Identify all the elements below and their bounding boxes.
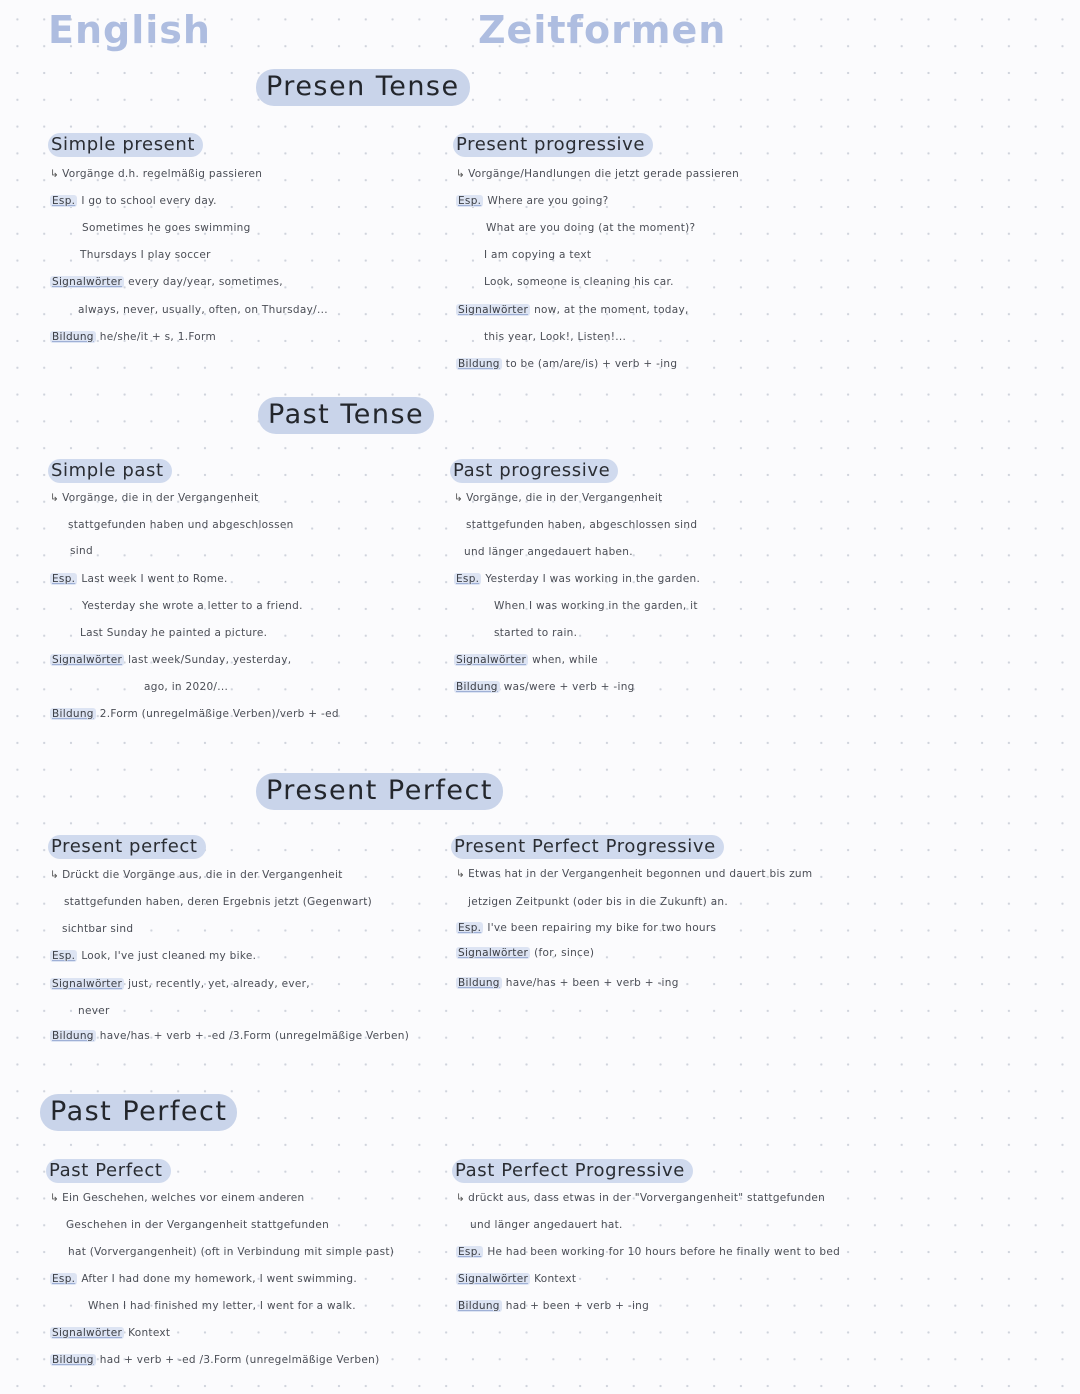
- signal-label: Signalwörter: [458, 947, 529, 959]
- present-perfect-definition-3: sichtbar sind: [62, 923, 134, 935]
- section-title-simple-present: Simple present: [48, 133, 203, 157]
- line-text: Last week I went to Rome.: [81, 573, 228, 585]
- present-progressive-example-3: I am copying a text: [484, 249, 592, 261]
- line-text: Kontext: [534, 1273, 577, 1285]
- pfp-signal-words: [456, 1273, 576, 1285]
- simple-present-signal-words-2: always, never, usually, often, on Thursday/...: [78, 304, 328, 316]
- bildung-label: Bildung: [52, 1030, 94, 1042]
- arrow-icon: ↳: [50, 168, 60, 180]
- line-text: last week/Sunday, yesterday,: [128, 654, 292, 666]
- signal-label: Signalwörter: [52, 978, 123, 990]
- simple-present-example-2: Sometimes he goes swimming: [82, 222, 251, 234]
- arrow-icon: ↳: [50, 1192, 60, 1204]
- past-perfect-definition-2: Geschehen in der Vergangenheit stattgefunden: [66, 1219, 330, 1231]
- line-text: Vorgänge, die in der Vergangenheit: [62, 492, 259, 504]
- esp-label: Esp.: [52, 573, 76, 585]
- past-progressive-bildung: [454, 681, 635, 693]
- present-progressive-example-4: Look, someone is cleaning his car.: [484, 276, 674, 288]
- heading-past-tense: Past Tense: [258, 397, 434, 434]
- line-text: Where are you going?: [487, 195, 609, 207]
- simple-past-definition: [50, 492, 259, 504]
- line-text: Kontext: [128, 1327, 171, 1339]
- line-text: have/has + been + verb + -ing: [505, 977, 679, 989]
- past-progressive-example-3: started to rain.: [494, 627, 578, 639]
- bildung-label: Bildung: [52, 331, 94, 343]
- simple-past-signal-words: [50, 654, 291, 666]
- past-progressive-definition-2: stattgefunden haben, abgeschlossen sind: [466, 519, 698, 531]
- past-perfect-example-1: [50, 1273, 357, 1285]
- simple-past-example-1: [50, 573, 228, 585]
- simple-present-bildung: [50, 331, 216, 343]
- section-title-present-perfect-progressive: Present Perfect Progressive: [451, 835, 724, 859]
- section-title-present-progressive: Present progressive: [453, 133, 653, 157]
- arrow-icon: ↳: [456, 1192, 466, 1204]
- present-perfect-definition-2: stattgefunden haben, deren Ergebnis jetzt (Gegenwart): [64, 896, 373, 908]
- arrow-icon: ↳: [456, 868, 466, 880]
- line-text: he/she/it + s, 1.Form: [99, 331, 216, 343]
- line-text: every day/year, sometimes,: [128, 276, 283, 288]
- bildung-label: Bildung: [456, 681, 498, 693]
- heading-present-tense: Presen Tense: [256, 69, 470, 106]
- section-title-past-progressive: Past progressive: [450, 459, 618, 483]
- line-text: 2.Form (unregelmäßige Verben)/verb + -ed: [99, 708, 339, 720]
- esp-label: Esp.: [458, 1246, 482, 1258]
- arrow-icon: ↳: [50, 492, 60, 504]
- bildung-label: Bildung: [458, 358, 500, 370]
- line-text: After I had done my homework, I went swimming.: [81, 1273, 357, 1285]
- esp-label: Esp.: [52, 1273, 76, 1285]
- present-progressive-signal-words: [456, 304, 689, 316]
- line-text: Yesterday I was working in the garden.: [485, 573, 701, 585]
- line-text: had + been + verb + -ing: [505, 1300, 650, 1312]
- signal-label: Signalwörter: [458, 1273, 529, 1285]
- ppp-signal-words: [456, 947, 594, 959]
- present-progressive-bildung: [456, 358, 677, 370]
- simple-past-definition-3: sind: [70, 545, 93, 557]
- line-text: Drückt die Vorgänge aus, die in der Vergangenheit: [62, 869, 343, 881]
- esp-label: Esp.: [458, 922, 482, 934]
- past-perfect-signal-words: [50, 1327, 170, 1339]
- line-text: Vorgänge/Handlungen die jetzt gerade passieren: [468, 168, 740, 180]
- arrow-icon: ↳: [50, 869, 60, 881]
- heading-present-perfect: Present Perfect: [256, 773, 503, 810]
- esp-label: Esp.: [456, 573, 480, 585]
- past-progressive-definition: [454, 492, 663, 504]
- esp-label: Esp.: [458, 195, 482, 207]
- arrow-icon: ↳: [456, 168, 466, 180]
- simple-present-example-1: [50, 195, 217, 207]
- bildung-label: Bildung: [458, 977, 500, 989]
- present-progressive-example-2: What are you doing (at the moment)?: [486, 222, 696, 234]
- present-perfect-definition: [50, 869, 343, 881]
- section-title-present-perfect: Present perfect: [48, 835, 206, 859]
- signal-label: Signalwörter: [456, 654, 527, 666]
- line-text: had + verb + -ed /3.Form (unregelmäßige Verben): [99, 1354, 380, 1366]
- simple-past-example-2: Yesterday she wrote a letter to a friend.: [82, 600, 303, 612]
- simple-present-signal-words: [50, 276, 283, 288]
- simple-past-bildung: [50, 708, 339, 720]
- signal-label: Signalwörter: [52, 276, 123, 288]
- line-text: Ein Geschehen, welches vor einem anderen: [62, 1192, 305, 1204]
- present-perfect-bildung: [50, 1030, 409, 1042]
- section-title-past-perfect-progressive: Past Perfect Progressive: [452, 1159, 693, 1183]
- past-progressive-definition-3: und länger angedauert haben.: [464, 546, 633, 558]
- line-text: drückt aus, dass etwas in der "Vorvergangenheit" stattgefunden: [468, 1192, 826, 1204]
- past-perfect-definition: [50, 1192, 304, 1204]
- past-perfect-bildung: [50, 1354, 380, 1366]
- present-progressive-definition: [456, 168, 739, 180]
- pfp-example: [456, 1246, 840, 1258]
- past-progressive-example-2: When I was working in the garden, it: [494, 600, 698, 612]
- past-progressive-example-1: [454, 573, 700, 585]
- line-text: I go to school every day.: [81, 195, 217, 207]
- simple-past-signal-words-2: ago, in 2020/...: [144, 681, 229, 693]
- pfp-bildung: [456, 1300, 649, 1312]
- line-text: (for, since): [534, 947, 595, 959]
- page-title-zeitformen: Zeitformen: [478, 8, 727, 52]
- esp-label: Esp.: [52, 950, 76, 962]
- line-text: now, at the moment, today,: [534, 304, 689, 316]
- section-title-past-perfect: Past Perfect: [46, 1159, 171, 1183]
- esp-label: Esp.: [52, 195, 76, 207]
- section-title-simple-past: Simple past: [48, 459, 172, 483]
- bildung-label: Bildung: [52, 1354, 94, 1366]
- past-perfect-example-2: When I had finished my letter, I went for a walk.: [88, 1300, 356, 1312]
- line-text: to be (am/are/is) + verb + -ing: [505, 358, 678, 370]
- line-text: I've been repairing my bike for two hours: [487, 922, 717, 934]
- signal-label: Signalwörter: [52, 654, 123, 666]
- simple-present-definition: [50, 168, 262, 180]
- ppp-bildung: [456, 977, 679, 989]
- page-title-english: English: [48, 8, 211, 52]
- present-perfect-signal-words: [50, 978, 310, 990]
- present-progressive-signal-words-2: this year, Look!, Listen!...: [484, 331, 627, 343]
- signal-label: Signalwörter: [52, 1327, 123, 1339]
- simple-past-example-3: Last Sunday he painted a picture.: [80, 627, 268, 639]
- present-perfect-example: [50, 950, 256, 962]
- ppp-definition-2: jetzigen Zeitpunkt (oder bis in die Zukunft) an.: [468, 896, 729, 908]
- ppp-definition: [456, 868, 812, 880]
- line-text: was/were + verb + -ing: [503, 681, 635, 693]
- line-text: when, while: [532, 654, 598, 666]
- ppp-example: [456, 922, 716, 934]
- line-text: have/has + verb + -ed /3.Form (unregelmäßige Verben): [99, 1030, 410, 1042]
- line-text: Vorgänge, die in der Vergangenheit: [466, 492, 663, 504]
- line-text: Look, I've just cleaned my bike.: [81, 950, 257, 962]
- arrow-icon: ↳: [454, 492, 464, 504]
- line-text: Vorgänge d.h. regelmäßig passieren: [62, 168, 263, 180]
- bildung-label: Bildung: [52, 708, 94, 720]
- simple-past-definition-2: stattgefunden haben und abgeschlossen: [68, 519, 294, 531]
- past-progressive-signal-words: [454, 654, 598, 666]
- line-text: just, recently, yet, already, ever,: [128, 978, 310, 990]
- present-perfect-signal-words-2: never: [78, 1005, 110, 1017]
- line-text: Etwas hat in der Vergangenheit begonnen und dauert bis zum: [468, 868, 813, 880]
- line-text: He had been working for 10 hours before he finally went to bed: [487, 1246, 841, 1258]
- past-perfect-definition-3: hat (Vorvergangenheit) (oft in Verbindung mit simple past): [68, 1246, 395, 1258]
- present-progressive-example-1: [456, 195, 609, 207]
- signal-label: Signalwörter: [458, 304, 529, 316]
- heading-past-perfect: Past Perfect: [40, 1094, 237, 1131]
- pfp-definition-2: und länger angedauert hat.: [470, 1219, 623, 1231]
- simple-present-example-3: Thursdays I play soccer: [80, 249, 211, 261]
- bildung-label: Bildung: [458, 1300, 500, 1312]
- pfp-definition: [456, 1192, 825, 1204]
